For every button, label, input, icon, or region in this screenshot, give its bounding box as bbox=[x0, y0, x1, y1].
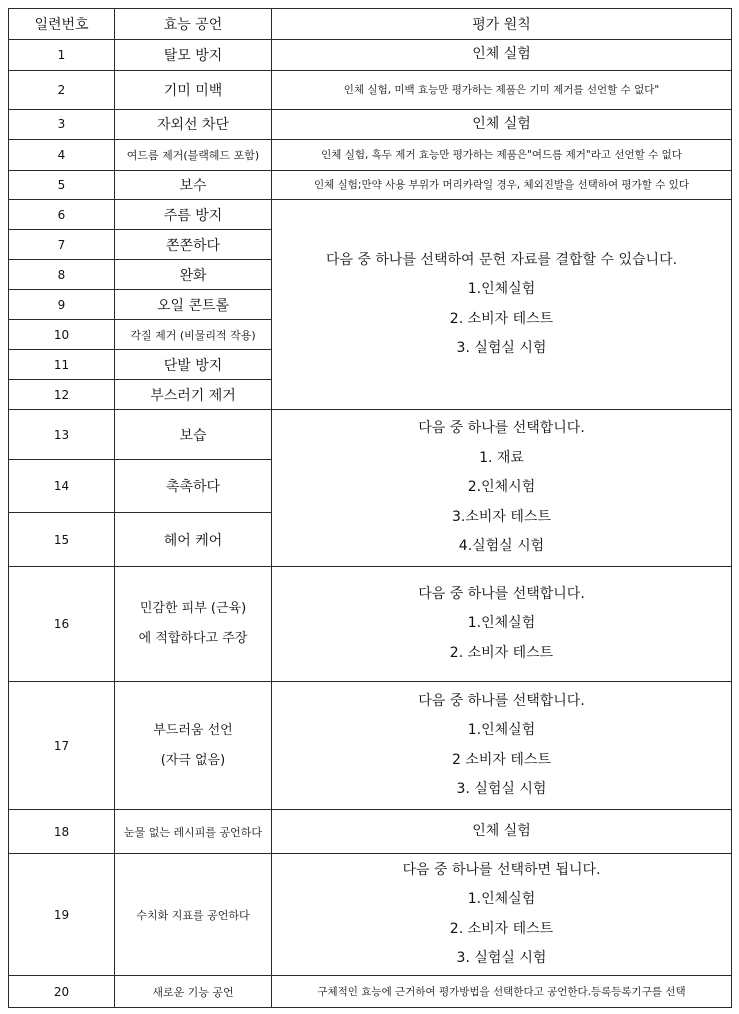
evaluation-table bbox=[8, 8, 732, 1008]
principle-line: 다음 중 하나를 선택합니다. bbox=[418, 420, 585, 437]
principle-line: 2. 소비자 테스트 bbox=[449, 920, 554, 937]
claim-cell: 부스러기 제거 bbox=[115, 380, 272, 410]
row-number: 9 bbox=[9, 290, 115, 320]
row-number: 15 bbox=[9, 513, 115, 567]
principle-line: 1. 재료 bbox=[479, 449, 524, 466]
claim-cell: 새로운 기능 공언 bbox=[115, 976, 272, 1008]
row-number: 6 bbox=[9, 200, 115, 230]
row-number: 16 bbox=[9, 567, 115, 682]
row-number: 3 bbox=[9, 109, 115, 140]
header-row bbox=[9, 9, 732, 40]
table-row bbox=[9, 976, 732, 1008]
claim-line: 부드러움 선언 bbox=[153, 722, 233, 738]
table-row bbox=[9, 40, 732, 71]
claim-line: (자극 없음) bbox=[160, 752, 226, 768]
principle-line: 1.인체실험 bbox=[467, 281, 536, 297]
claim-cell: 보습 bbox=[115, 410, 272, 460]
table-row bbox=[9, 410, 732, 460]
table-row bbox=[9, 109, 732, 140]
row-number: 14 bbox=[9, 460, 115, 513]
principle-group-cell bbox=[272, 682, 732, 810]
table-row bbox=[9, 810, 732, 854]
claim-cell: 오일 콘트롤 bbox=[115, 290, 272, 320]
row-number: 17 bbox=[9, 682, 115, 810]
row-number: 10 bbox=[9, 320, 115, 350]
row-number: 1 bbox=[9, 40, 115, 71]
claim-cell: 보수 bbox=[115, 171, 272, 200]
principle-line: 3. 실험실 시험 bbox=[456, 781, 547, 797]
principle-line: 3. 실험실 시험 bbox=[456, 340, 547, 356]
principle-line: 다음 중 하나를 선택하여 문헌 자료를 결합할 수 있습니다. bbox=[325, 251, 678, 268]
principle-cell: 구체적인 효능에 근거하여 평가방법을 선택한다고 공언한다.등록등록기구를 선택 bbox=[272, 976, 732, 1008]
header-serial: 일련번호 bbox=[9, 9, 115, 40]
claim-cell: 주름 방지 bbox=[115, 200, 272, 230]
claim-cell: 쫀쫀하다 bbox=[115, 230, 272, 260]
claim-cell: 단발 방지 bbox=[115, 350, 272, 380]
claim-cell: 헤어 케어 bbox=[115, 513, 272, 567]
row-number: 20 bbox=[9, 976, 115, 1008]
table-row bbox=[9, 854, 732, 976]
principle-cell: 인체 실험 bbox=[272, 810, 732, 854]
row-number: 8 bbox=[9, 260, 115, 290]
claim-line: 에 적합하다고 주장 bbox=[138, 631, 248, 646]
principle-line: 4.실험실 시험 bbox=[458, 538, 545, 555]
principle-line: 1.인체실험 bbox=[467, 615, 536, 632]
claim-cell: 수치화 지표를 공언하다 bbox=[115, 854, 272, 976]
claim-cell: 여드름 제거(블랙헤드 포함) bbox=[115, 140, 272, 171]
claim-line: 민감한 피부 (근육) bbox=[139, 601, 247, 616]
table-row bbox=[9, 567, 732, 682]
row-number: 12 bbox=[9, 380, 115, 410]
principle-group-cell bbox=[272, 200, 732, 410]
principle-line: 다음 중 하나를 선택합니다. bbox=[418, 692, 585, 709]
principle-line: 2.인체시험 bbox=[467, 479, 536, 496]
principle-cell: 인체 실험, 흑두 제거 효능만 평가하는 제품은"여드름 제거"라고 선언할 수 없다 bbox=[272, 140, 732, 171]
claim-cell: 자외선 차단 bbox=[115, 109, 272, 140]
claim-cell bbox=[115, 567, 272, 682]
principle-line: 다음 중 하나를 선택합니다. bbox=[418, 585, 585, 602]
principle-line: 1.인체실험 bbox=[467, 891, 536, 907]
row-number: 19 bbox=[9, 854, 115, 976]
row-number: 18 bbox=[9, 810, 115, 854]
principle-line: 2. 소비자 테스트 bbox=[449, 310, 554, 327]
principle-cell: 인체 실험 bbox=[272, 40, 732, 71]
row-number: 7 bbox=[9, 230, 115, 260]
table-row bbox=[9, 171, 732, 200]
claim-cell bbox=[115, 682, 272, 810]
row-number: 4 bbox=[9, 140, 115, 171]
principle-cell: 인체 실험 bbox=[272, 109, 732, 140]
principle-line: 3.소비자 테스트 bbox=[452, 508, 551, 525]
claim-cell: 기미 미백 bbox=[115, 70, 272, 109]
table-row bbox=[9, 70, 732, 109]
principle-cell: 인체 실험;만약 사용 부위가 머리카락일 경우, 체외진발을 선택하여 평가할 수 있다 bbox=[272, 171, 732, 200]
table-row bbox=[9, 200, 732, 230]
header-principle: 평가 원칙 bbox=[272, 9, 732, 40]
row-number: 11 bbox=[9, 350, 115, 380]
row-number: 2 bbox=[9, 70, 115, 109]
row-number: 13 bbox=[9, 410, 115, 460]
table-row bbox=[9, 140, 732, 171]
principle-line: 1.인체실험 bbox=[467, 722, 536, 738]
principle-group-cell bbox=[272, 854, 732, 976]
principle-line: 다음 중 하나를 선택하면 됩니다. bbox=[402, 861, 601, 878]
principle-line: 3. 실험실 시험 bbox=[456, 950, 547, 966]
claim-cell: 촉촉하다 bbox=[115, 460, 272, 513]
table-row bbox=[9, 682, 732, 810]
claim-cell: 탈모 방지 bbox=[115, 40, 272, 71]
principle-line: 2. 소비자 테스트 bbox=[449, 644, 554, 661]
claim-cell: 눈물 없는 레시피를 공언하다 bbox=[115, 810, 272, 854]
claim-cell: 각질 제거 (비물리적 작용) bbox=[115, 320, 272, 350]
principle-line: 2 소비자 테스트 bbox=[452, 751, 551, 768]
header-claim: 효능 공언 bbox=[115, 9, 272, 40]
row-number: 5 bbox=[9, 171, 115, 200]
principle-cell: 인체 실험, 미백 효능만 평가하는 제품은 기미 제거를 선언할 수 없다" bbox=[272, 70, 732, 109]
principle-group-cell bbox=[272, 567, 732, 682]
claim-cell: 완화 bbox=[115, 260, 272, 290]
principle-group-cell bbox=[272, 410, 732, 567]
